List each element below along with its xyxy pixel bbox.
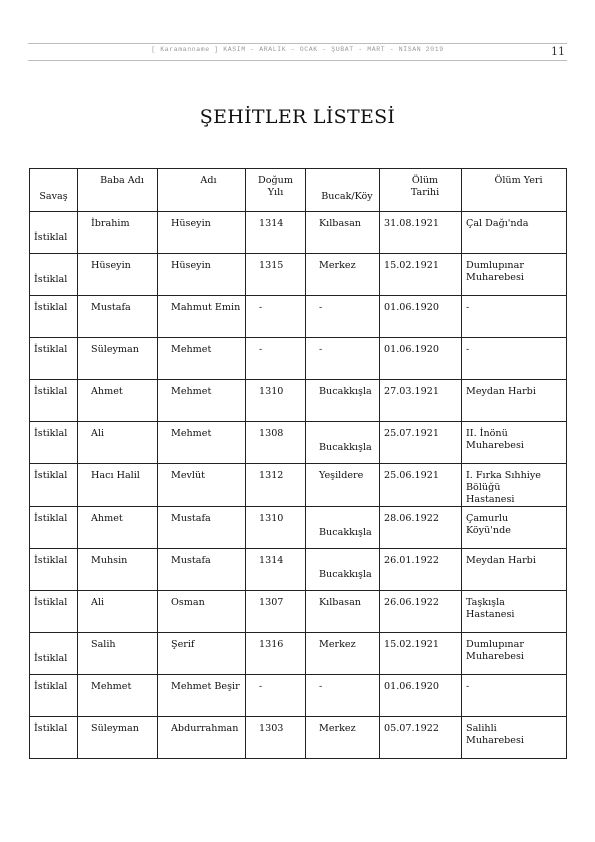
cell-olum-yeri: Salihli Muharebesi <box>462 717 567 759</box>
table-row <box>30 549 567 591</box>
martyrs-table <box>29 168 567 759</box>
cell-savas: İstiklal <box>30 422 78 464</box>
table-header-row <box>30 169 567 212</box>
cell-dogum-yili: 1303 <box>246 717 306 759</box>
cell-olum-tarihi: 05.07.1922 <box>380 717 462 759</box>
cell-savas: İstiklal <box>30 549 78 591</box>
cell-olum-yeri: - <box>462 296 567 338</box>
cell-baba-adi: İbrahim <box>78 212 158 254</box>
cell-olum-yeri: I. Fırka Sıhhiye Bölüğü Hastanesi <box>462 464 567 507</box>
table-row <box>30 464 567 507</box>
cell-olum-tarihi: 01.06.1920 <box>380 338 462 380</box>
cell-olum-tarihi: 27.03.1921 <box>380 380 462 422</box>
cell-bucak-koy: Bucakkışla <box>306 507 380 549</box>
cell-baba-adi: Ahmet <box>78 380 158 422</box>
cell-bucak-koy: - <box>306 296 380 338</box>
cell-olum-tarihi: 15.02.1921 <box>380 633 462 675</box>
page-title: ŞEHİTLER LİSTESİ <box>199 106 396 128</box>
cell-baba-adi: Mustafa <box>78 296 158 338</box>
cell-dogum-yili: 1316 <box>246 633 306 675</box>
cell-olum-yeri: Meydan Harbi <box>462 380 567 422</box>
table-row <box>30 507 567 549</box>
table-row <box>30 591 567 633</box>
cell-adi: Hüseyin <box>158 212 246 254</box>
cell-dogum-yili: 1314 <box>246 212 306 254</box>
table-row <box>30 254 567 296</box>
cell-savas: İstiklal <box>30 296 78 338</box>
page-number: 11 <box>551 45 565 58</box>
header-rule-top <box>28 43 567 44</box>
cell-baba-adi: Hacı Halil <box>78 464 158 507</box>
cell-adi: Mehmet <box>158 338 246 380</box>
cell-olum-tarihi: 01.06.1920 <box>380 675 462 717</box>
cell-olum-tarihi: 31.08.1921 <box>380 212 462 254</box>
cell-adi: Mevlüt <box>158 464 246 507</box>
table-row <box>30 380 567 422</box>
cell-dogum-yili: - <box>246 338 306 380</box>
cell-adi: Abdurrahman <box>158 717 246 759</box>
cell-baba-adi: Süleyman <box>78 717 158 759</box>
cell-baba-adi: Muhsin <box>78 549 158 591</box>
cell-olum-tarihi: 28.06.1922 <box>380 507 462 549</box>
cell-adi: Mahmut Emin <box>158 296 246 338</box>
table-row <box>30 633 567 675</box>
cell-olum-tarihi: 26.01.1922 <box>380 549 462 591</box>
cell-savas: İstiklal <box>30 380 78 422</box>
header-rule-bottom <box>28 60 567 61</box>
cell-baba-adi: Süleyman <box>78 338 158 380</box>
cell-adi: Mehmet <box>158 380 246 422</box>
cell-adi: Mustafa <box>158 549 246 591</box>
cell-adi: Şerif <box>158 633 246 675</box>
column-header-baba-adi: Baba Adı <box>78 169 158 212</box>
cell-olum-tarihi: 25.07.1921 <box>380 422 462 464</box>
cell-bucak-koy: Merkez <box>306 717 380 759</box>
column-header-adi: Adı <box>158 169 246 212</box>
cell-savas: İstiklal <box>30 464 78 507</box>
cell-adi: Mehmet Beşir <box>158 675 246 717</box>
column-header-olum-yeri: Ölüm Yeri <box>462 169 567 212</box>
cell-savas: İstiklal <box>30 254 78 296</box>
cell-adi: Mustafa <box>158 507 246 549</box>
table-row <box>30 717 567 759</box>
cell-dogum-yili: 1307 <box>246 591 306 633</box>
cell-adi: Hüseyin <box>158 254 246 296</box>
cell-adi: Mehmet <box>158 422 246 464</box>
table-row <box>30 675 567 717</box>
cell-savas: İstiklal <box>30 507 78 549</box>
cell-dogum-yili: 1312 <box>246 464 306 507</box>
cell-bucak-koy: Yeşildere <box>306 464 380 507</box>
cell-baba-adi: Hüseyin <box>78 254 158 296</box>
cell-savas: İstiklal <box>30 675 78 717</box>
cell-dogum-yili: - <box>246 675 306 717</box>
cell-bucak-koy: Merkez <box>306 633 380 675</box>
cell-dogum-yili: 1310 <box>246 380 306 422</box>
cell-olum-yeri: Taşkışla Hastanesi <box>462 591 567 633</box>
cell-baba-adi: Mehmet <box>78 675 158 717</box>
column-header-dogum-yili: Doğum Yılı <box>246 169 306 212</box>
cell-adi: Osman <box>158 591 246 633</box>
cell-savas: İstiklal <box>30 212 78 254</box>
cell-olum-yeri: Dumlupınar Muharebesi <box>462 633 567 675</box>
table-row <box>30 296 567 338</box>
cell-baba-adi: Ali <box>78 591 158 633</box>
cell-olum-yeri: Çamurlu Köyü'nde <box>462 507 567 549</box>
cell-olum-yeri: Meydan Harbi <box>462 549 567 591</box>
cell-olum-yeri: - <box>462 675 567 717</box>
cell-olum-tarihi: 01.06.1920 <box>380 296 462 338</box>
cell-bucak-koy: - <box>306 675 380 717</box>
cell-savas: İstiklal <box>30 633 78 675</box>
cell-baba-adi: Salih <box>78 633 158 675</box>
cell-bucak-koy: - <box>306 338 380 380</box>
running-header: [ Karamanname ] KASIM - ARALIK - OCAK - ŞUBAT - MART - NİSAN 2019 <box>151 46 444 53</box>
table-row <box>30 212 567 254</box>
cell-olum-yeri: II. İnönü Muharebesi <box>462 422 567 464</box>
column-header-olum-tarihi: Ölüm Tarihi <box>380 169 462 212</box>
cell-savas: İstiklal <box>30 338 78 380</box>
cell-olum-tarihi: 25.06.1921 <box>380 464 462 507</box>
cell-bucak-koy: Bucakkışla <box>306 422 380 464</box>
column-header-bucak-koy: Bucak/Köy <box>306 169 380 212</box>
cell-bucak-koy: Kılbasan <box>306 591 380 633</box>
cell-bucak-koy: Bucakkışla <box>306 380 380 422</box>
cell-savas: İstiklal <box>30 591 78 633</box>
cell-dogum-yili: 1308 <box>246 422 306 464</box>
cell-olum-yeri: Çal Dağı'nda <box>462 212 567 254</box>
cell-olum-tarihi: 15.02.1921 <box>380 254 462 296</box>
cell-dogum-yili: 1310 <box>246 507 306 549</box>
cell-olum-yeri: Dumlupınar Muharebesi <box>462 254 567 296</box>
cell-bucak-koy: Merkez <box>306 254 380 296</box>
cell-bucak-koy: Bucakkışla <box>306 549 380 591</box>
cell-baba-adi: Ahmet <box>78 507 158 549</box>
cell-baba-adi: Ali <box>78 422 158 464</box>
cell-dogum-yili: 1315 <box>246 254 306 296</box>
cell-dogum-yili: - <box>246 296 306 338</box>
cell-savas: İstiklal <box>30 717 78 759</box>
cell-dogum-yili: 1314 <box>246 549 306 591</box>
table-row <box>30 338 567 380</box>
table-row <box>30 422 567 464</box>
cell-olum-yeri: - <box>462 338 567 380</box>
cell-bucak-koy: Kılbasan <box>306 212 380 254</box>
column-header-savas: Savaş <box>30 169 78 212</box>
cell-olum-tarihi: 26.06.1922 <box>380 591 462 633</box>
